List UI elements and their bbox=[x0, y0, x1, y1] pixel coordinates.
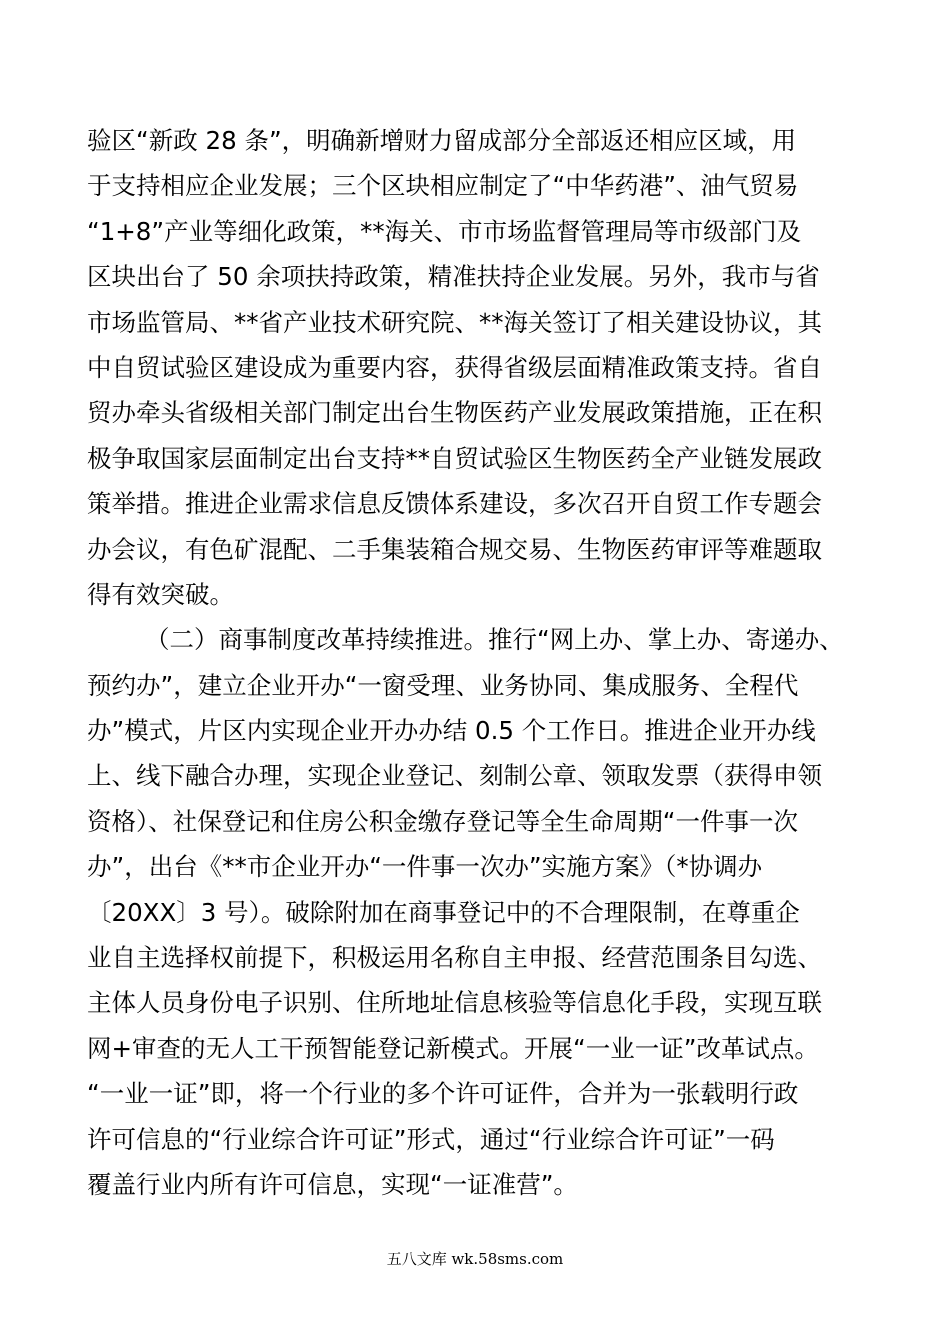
text-line: 覆盖行业内所有许可信息，实现“一证准营”。 bbox=[87, 1169, 578, 1199]
text-line: 于支持相应企业发展；三个区块相应制定了“中华药港”、油气贸易 bbox=[87, 171, 799, 201]
text-line: 资格）、社保登记和住房公积金缴存登记等全生命周期“一件事一次 bbox=[87, 806, 798, 836]
section-heading-line: （二）商事制度改革持续推进。推行“网上办、掌上办、寄递办、 bbox=[145, 625, 844, 655]
text-line: 贸办牵头省级相关部门制定出台生物医药产业发展政策措施，正在积 bbox=[87, 398, 822, 428]
text-line: 中自贸试验区建设成为重要内容，获得省级层面精准政策支持。省自 bbox=[87, 352, 822, 382]
text-line: 极争取国家层面制定出台支持**自贸试验区生物医药全产业链发展政 bbox=[87, 443, 822, 473]
text-line: 办”，出台《**市企业开办“一件事一次办”实施方案》（*协调办 bbox=[87, 852, 763, 882]
text-line: 主体人员身份电子识别、住所地址信息核验等信息化手段，实现互联 bbox=[87, 988, 822, 1018]
text-line: “一业一证”即，将一个行业的多个许可证件，合并为一张载明行政 bbox=[87, 1079, 799, 1109]
text-line: 得有效突破。 bbox=[87, 579, 234, 609]
text-line: 上、线下融合办理，实现企业登记、刻制公章、领取发票（获得申领 bbox=[87, 761, 822, 791]
text-line: 网+审查的无人工干预智能登记新模式。开展“一业一证”改革试点。 bbox=[87, 1033, 819, 1063]
text-line: 业自主选择权前提下，积极运用名称自主申报、经营范围条目勾选、 bbox=[87, 943, 822, 973]
footer-watermark: 五八文库 wk.58sms.com bbox=[386, 1250, 564, 1268]
document-body bbox=[87, 118, 877, 1207]
text-line: “1+8”产业等细化政策，**海关、市市场监督管理局等市级部门及 bbox=[87, 216, 802, 246]
text-line: 验区“新政 28 条”，明确新增财力留成部分全部返还相应区域，用 bbox=[87, 126, 797, 155]
text-line: 策举措。推进企业需求信息反馈体系建设，多次召开自贸工作专题会 bbox=[87, 489, 822, 519]
text-line: 许可信息的“行业综合许可证”形式，通过“行业综合许可证”一码 bbox=[87, 1124, 775, 1154]
text-line: 区块出台了 50 余项扶持政策，精准扶持企业发展。另外，我市与省 bbox=[87, 262, 820, 292]
text-line: 预约办”，建立企业开办“一窗受理、业务协同、集成服务、全程代 bbox=[87, 670, 799, 700]
text-line: 〔20XX〕3 号）。破除附加在商事登记中的不合理限制，在尊重企 bbox=[87, 897, 800, 927]
text-line: 办会议，有色矿混配、二手集装箱合规交易、生物医药审评等难题取 bbox=[87, 534, 822, 564]
text-line: 办”模式，片区内实现企业开办办结 0.5 个工作日。推进企业开办线 bbox=[87, 716, 816, 746]
text-line: 市场监管局、**省产业技术研究院、**海关签订了相关建设协议，其 bbox=[87, 307, 822, 337]
